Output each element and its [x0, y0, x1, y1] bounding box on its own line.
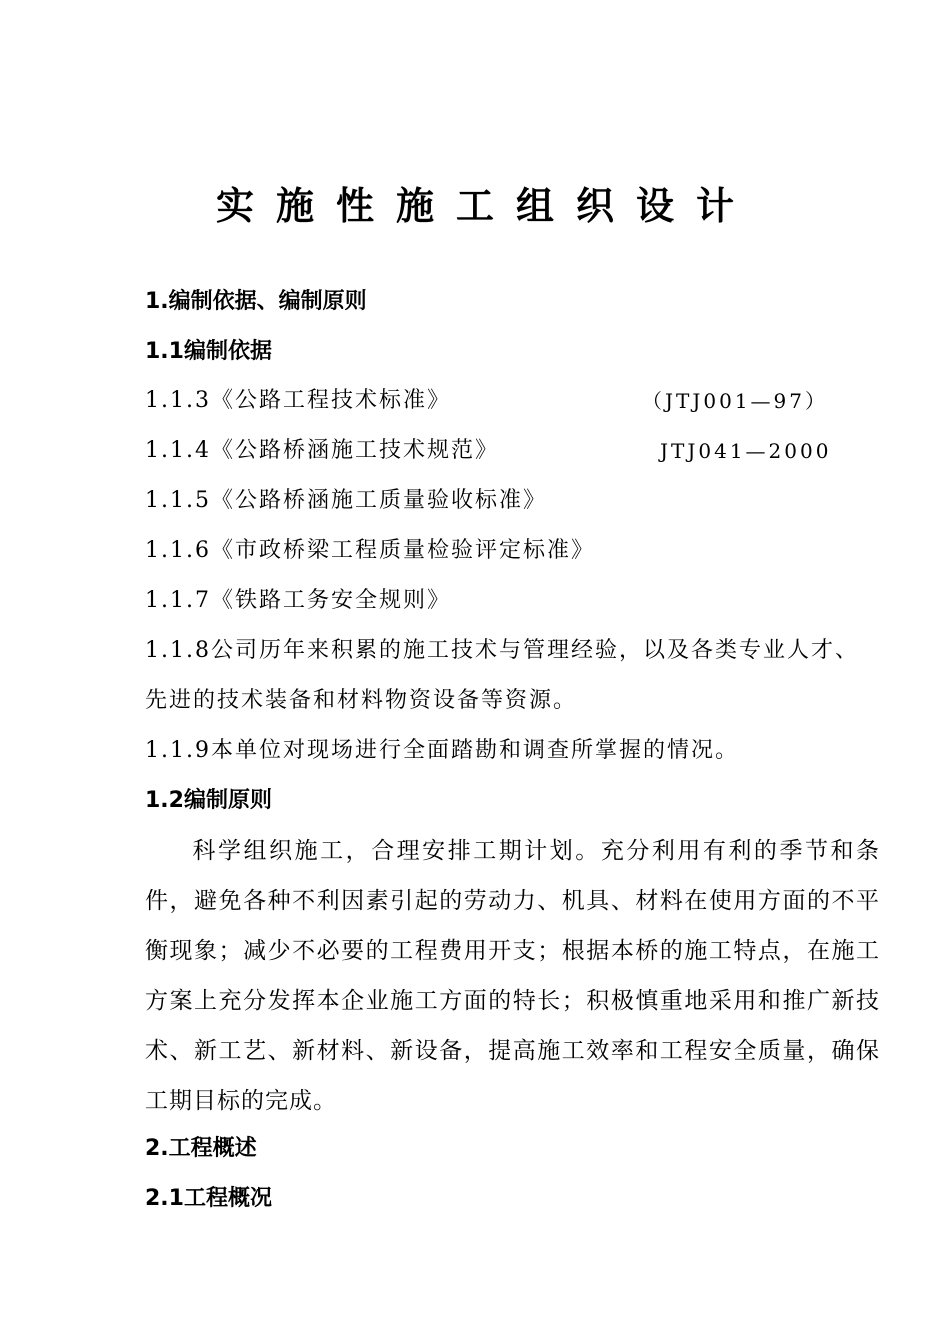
reference-item-continuation: 先进的技术装备和材料物资设备等资源。 [145, 688, 578, 713]
principle-paragraph-text: 科学组织施工，合理安排工期计划。充分利用有利的季节和条件，避免各种不利因素引起的劳动力、机具、材料在使用方面的不平衡现象；减少不必要的工程费用开支；根据本桥的施工特点，在施工方案上充分发挥本企业施工方面的特长；积极慎重地采用和推广新技术、新工艺、新材料、新设备，提高施工效率和工程安全质量，确保工期目标的完成。 [145, 838, 880, 1114]
reference-item: 1.1.5《公路桥涵施工质量验收标准》 [145, 488, 547, 513]
section-1-heading: 1.编制依据、编制原则 [145, 289, 367, 314]
reference-code: JTJ041—2000 [660, 439, 832, 463]
reference-item: 1.1.6《市政桥梁工程质量检验评定标准》 [145, 538, 595, 563]
reference-item: 1.1.7《铁路工务安全规则》 [145, 588, 451, 613]
section-1-1-heading: 1.1编制依据 [145, 339, 272, 364]
section-2-1-heading: 2.1工程概况 [145, 1186, 272, 1211]
reference-item: 1.1.3《公路工程技术标准》 [145, 388, 451, 413]
reference-item: 1.1.4《公路桥涵施工技术规范》 [145, 438, 499, 463]
section-2-heading: 2.工程概述 [145, 1136, 257, 1161]
section-1-2-heading: 1.2编制原则 [145, 788, 272, 813]
document-title: 实施性施工组织设计 [215, 184, 756, 228]
reference-item: 1.1.8公司历年来积累的施工技术与管理经验，以及各类专业人才、 [145, 638, 859, 663]
reference-item: 1.1.9本单位对现场进行全面踏勘和调查所掌握的情况。 [145, 738, 739, 763]
principle-paragraph [145, 826, 880, 1126]
reference-code: （JTJ001—97） [642, 389, 828, 413]
